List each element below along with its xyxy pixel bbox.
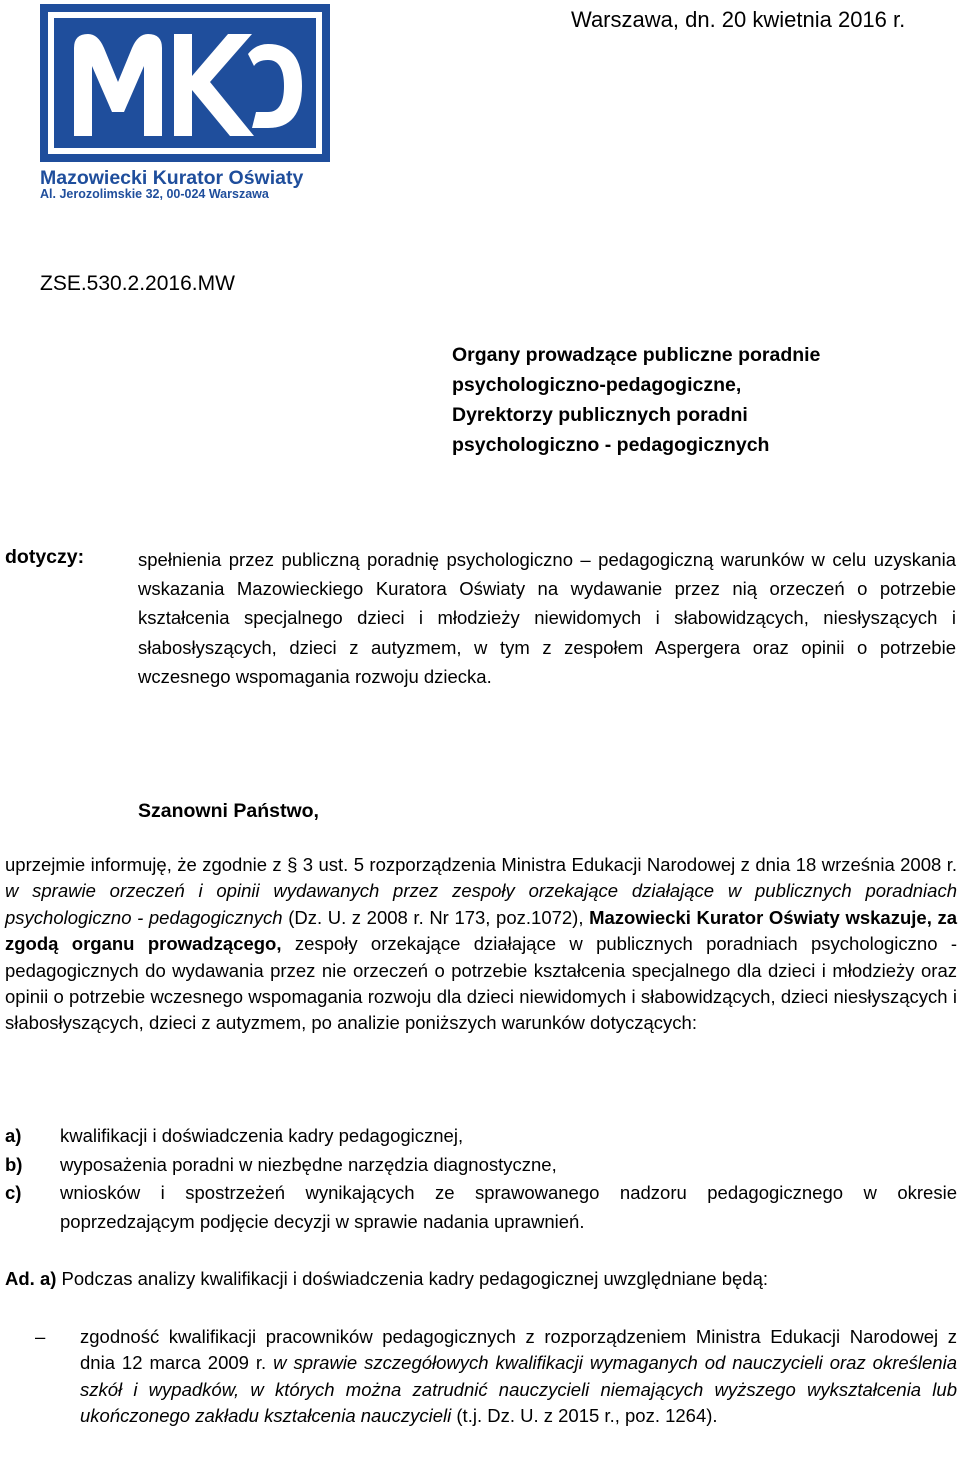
dash-text-intro: zgodność kwalifikacji pracowników pedagogicznych z rozporządzeniem Ministra Edukacji Narodowej z dnia 12 marca 2009 r. bbox=[80, 1326, 957, 1374]
list-marker: c) bbox=[5, 1182, 22, 1203]
concerns-text: spełnienia przez publiczną poradnię psychologiczno – pedagogiczną warunków w celu uzyskania wskazania Mazowieckiego Kuratora Oświaty na wydawanie przez nią orzeczeń o potrzebie kształcenia specjalnego dzieci i młodzieży niewidomych i słabowidzących, niesłyszących i słabosłyszących, dzieci z autyzmem, w tym z zespołem Aspergera oraz opinii o potrzebie wczesnego wspomagania rozwoju dziecka. bbox=[138, 549, 956, 687]
list-text: wniosków i spostrzeżeń wynikających ze sprawowanego nadzoru pedagogicznego w okresie poprzedzającym podjęcie decyzji w sprawie nadania uprawnień. bbox=[60, 1182, 957, 1232]
regulation-ref: (Dz. U. z 2008 r. Nr 173, poz.1072), bbox=[288, 906, 584, 928]
addressee-block bbox=[452, 340, 820, 460]
ad-paragraph bbox=[5, 1266, 957, 1293]
logo-address: Al. Jerozolimskie 32, 00-024 Warszawa bbox=[40, 187, 269, 200]
list-item bbox=[5, 1122, 957, 1151]
body-paragraph bbox=[5, 852, 957, 1037]
addressee-line: psychologiczno-pedagogiczne, bbox=[452, 374, 742, 396]
body-intro: uprzejmie informuję, że zgodnie z § 3 ust. 5 rozporządzenia Ministra Edukacji Narodowej z dnia 18 września 2008 r. bbox=[5, 854, 957, 875]
dash-regulation-title: w sprawie szczegółowych kwalifikacji wymaganych od nauczycieli oraz określenia szkół i wypadków, w których można zatrudnić nauczycieli niemających wyższego wykształcenia lub ukończonego zakładu kształcenia nauczycieli bbox=[80, 1352, 957, 1427]
case-signature: ZSE.530.2.2016.MW bbox=[40, 272, 235, 295]
addressee-line: Organy prowadzące publiczne poradnie bbox=[452, 344, 821, 366]
ad-text: Podczas analizy kwalifikacji i doświadczenia kadry pedagogicznej uwzględniane będą: bbox=[61, 1268, 769, 1289]
list-text: wyposażenia poradni w niezbędne narzędzia diagnostyczne, bbox=[60, 1153, 557, 1175]
dash-text bbox=[80, 1324, 957, 1430]
dash-list-item bbox=[5, 1324, 957, 1430]
letter-date: Warszawa, dn. 20 kwietnia 2016 r. bbox=[571, 7, 906, 32]
list-item bbox=[5, 1151, 957, 1180]
logo-name: Mazowiecki Kurator Oświaty bbox=[40, 167, 304, 189]
concerns-label: dotyczy: bbox=[5, 546, 85, 568]
regulation-title: w sprawie orzeczeń i opinii wydawanych przez zespoły orzekające działające w publicznych poradniach psychologiczno - pedagogicznych bbox=[5, 880, 957, 928]
dash-marker: – bbox=[35, 1326, 46, 1347]
body-rest: zespoły orzekające działające w publicznych poradniach psychologiczno - pedagogicznych do wydawania przez nie orzeczeń o potrzebie kształcenia specjalnego dla dzieci i młodzieży oraz opinii o potrzebie wczesnego wspomagania rozwoju dla dzieci niewidomych i słabowidzących, dzieci niesłyszących i słabosłyszących, dzieci z autyzmem, po analizie poniższych warunków dotyczących: bbox=[5, 933, 957, 1034]
addressee-line: Dyrektorzy publicznych poradni bbox=[452, 404, 748, 426]
list-item bbox=[5, 1179, 957, 1236]
addressee-line: psychologiczno - pedagogicznych bbox=[452, 434, 770, 456]
list-text: kwalifikacji i doświadczenia kadry pedagogicznej, bbox=[60, 1125, 464, 1146]
list-marker: b) bbox=[5, 1153, 23, 1175]
conditions-list bbox=[5, 1122, 957, 1236]
dash-regulation-ref: (t.j. Dz. U. z 2015 r., poz. 1264). bbox=[456, 1405, 718, 1427]
kuratorium-logo bbox=[40, 4, 330, 200]
list-marker: a) bbox=[5, 1125, 22, 1146]
body-bold-statement: Mazowiecki Kurator Oświaty wskazuje, za zgodą organu prowadzącego, bbox=[5, 906, 957, 955]
ad-label: Ad. a) bbox=[5, 1268, 57, 1289]
greeting: Szanowni Państwo, bbox=[138, 800, 319, 822]
